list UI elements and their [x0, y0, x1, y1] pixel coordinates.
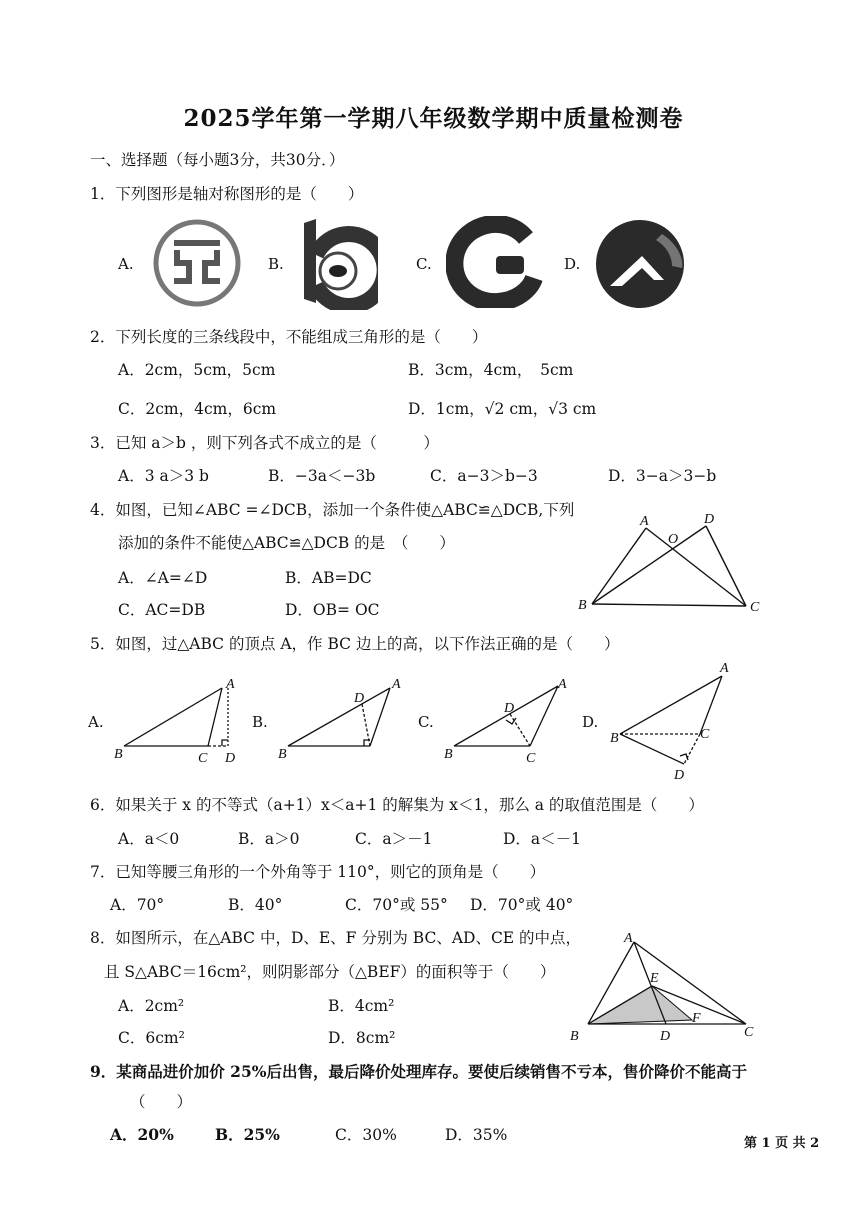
q8-point-b: B — [570, 1029, 579, 1044]
q5c-point-d: D — [504, 701, 515, 716]
logo-a-icon — [152, 218, 242, 308]
q5d-point-a: A — [720, 661, 729, 676]
q5a-point-a: A — [226, 677, 235, 692]
page-title: 2025学年第一学期八年级数学期中质量检测卷 — [183, 105, 684, 132]
logo-b-icon — [296, 215, 378, 310]
q5c-point-a: A — [558, 677, 567, 692]
q7-stem: 7．已知等腰三角形的一个外角等于 110°，则它的顶角是（ ） — [90, 863, 546, 881]
q5b-point-d: D — [354, 691, 365, 706]
q4-option-a: A．∠A=∠D — [118, 569, 208, 587]
q9-option-d: D．35% — [445, 1126, 508, 1144]
q8-point-a: A — [624, 931, 633, 946]
q5-figure-a — [110, 672, 250, 772]
q4-point-o: O — [668, 532, 679, 547]
q4-point-d: D — [704, 512, 715, 527]
logo-d-icon — [592, 216, 688, 312]
q4-figure — [570, 510, 770, 620]
q4-point-b: B — [578, 598, 587, 613]
q6-option-a: A．a＜0 — [118, 830, 180, 848]
q8-point-f: F — [692, 1011, 701, 1026]
q8-point-d: D — [660, 1029, 671, 1044]
q5-label-c: C. — [418, 713, 434, 731]
q8-stem-line2: 且 S△ABC＝16cm²，则阴影部分（△BEF）的面积等于（ ） — [104, 963, 556, 981]
q5-stem: 5．如图，过△ABC 的顶点 A，作 BC 边上的高，以下作法正确的是（ ） — [90, 635, 620, 653]
q9-option-b: B．25% — [215, 1125, 280, 1144]
q8-option-a: A．2cm² — [118, 997, 185, 1015]
q4-point-c: C — [750, 600, 760, 615]
q8-option-d: D．8cm² — [328, 1029, 396, 1047]
logo-c-icon — [446, 216, 546, 308]
q8-point-c: C — [744, 1025, 754, 1040]
q9-option-c: C．30% — [335, 1126, 397, 1144]
q8-option-b: B．4cm² — [328, 997, 395, 1015]
q7-option-d: D．70°或 40° — [470, 896, 574, 914]
q5c-point-b: B — [444, 747, 453, 762]
q2-stem: 2．下列长度的三条线段中，不能组成三角形的是（ ） — [90, 328, 488, 346]
q2-option-a: A．2cm，5cm，5cm — [118, 361, 276, 379]
q3-option-d: D．3−a＞3−b — [608, 467, 717, 485]
q6-option-c: C．a＞－1 — [355, 830, 433, 848]
q5d-point-c: C — [700, 727, 710, 742]
q3-option-a: A．3 a＞3 b — [118, 467, 209, 485]
q3-option-c: C．a−3＞b−3 — [430, 467, 538, 485]
q5a-point-b: B — [114, 747, 123, 762]
q8-option-c: C．6cm² — [118, 1029, 185, 1047]
q3-option-b: B．−3a＜−3b — [268, 467, 376, 485]
q4-option-b: B．AB=DC — [285, 569, 372, 587]
q5c-point-c: C — [526, 751, 536, 766]
q3-stem: 3．已知 a＞b ，则下列各式不成立的是（ ） — [90, 434, 439, 452]
q5-label-d: D. — [582, 713, 599, 731]
q2-option-c: C．2cm，4cm，6cm — [118, 400, 277, 418]
q5b-point-b: B — [278, 747, 287, 762]
q4-point-a: A — [640, 514, 649, 529]
q2-option-d: D．1cm，√2 cm，√3 cm — [408, 400, 597, 418]
q5b-point-a: A — [392, 677, 401, 692]
q1-label-c: C. — [416, 255, 432, 273]
q5a-point-c: C — [198, 751, 208, 766]
section-heading: 一、选择题（每小题3分，共30分．） — [90, 151, 345, 169]
q8-point-e: E — [650, 971, 659, 986]
q1-stem: 1．下列图形是轴对称图形的是（ ） — [90, 185, 364, 203]
q8-stem-line1: 8．如图所示，在△ABC 中，D、E、F 分别为 BC、AD、CE 的中点， — [90, 929, 582, 947]
q7-option-b: B．40° — [228, 896, 283, 914]
q7-option-a: A．70° — [110, 896, 165, 914]
q7-option-c: C．70°或 55° — [345, 896, 448, 914]
q6-option-d: D．a＜－1 — [503, 830, 582, 848]
q6-stem: 6．如果关于 x 的不等式（a+1）x＜a+1 的解集为 x＜1，那么 a 的取值范围是（ ） — [90, 796, 704, 814]
q5-label-b: B. — [252, 713, 268, 731]
q4-stem-line1: 4．如图，已知∠ABC =∠DCB，添加一个条件使△ABC≌△DCB,下列 — [90, 501, 575, 519]
q5-figure-c — [440, 672, 580, 772]
q5d-point-d: D — [674, 768, 685, 783]
q5a-point-d: D — [225, 751, 236, 766]
q9-option-a: A．20% — [110, 1125, 174, 1144]
q1-label-d: D. — [564, 255, 581, 273]
q4-option-d: D．OB= OC — [285, 601, 380, 619]
q4-stem-line2: 添加的条件不能使△ABC≌△DCB 的是 （ ） — [118, 534, 455, 552]
q1-label-a: A. — [118, 255, 134, 273]
q9-paren: （ ） — [130, 1093, 193, 1111]
q6-option-b: B．a＞0 — [238, 830, 300, 848]
q1-label-b: B. — [268, 255, 284, 273]
q5-figure-d — [604, 658, 754, 788]
q9-stem: 9．某商品进价加价 25%后出售，最后降价处理库存。要使后续销售不亏本，售价降价不能高于 — [90, 1062, 747, 1081]
q2-option-b: B．3cm，4cm， 5cm — [408, 361, 574, 379]
q5-label-a: A. — [88, 713, 104, 731]
page-footer: 第 1 页 共 2 — [744, 1136, 820, 1151]
q4-option-c: C．AC=DB — [118, 601, 206, 619]
q5d-point-b: B — [610, 731, 619, 746]
q8-figure — [560, 928, 760, 1048]
q5-figure-b — [274, 672, 414, 772]
